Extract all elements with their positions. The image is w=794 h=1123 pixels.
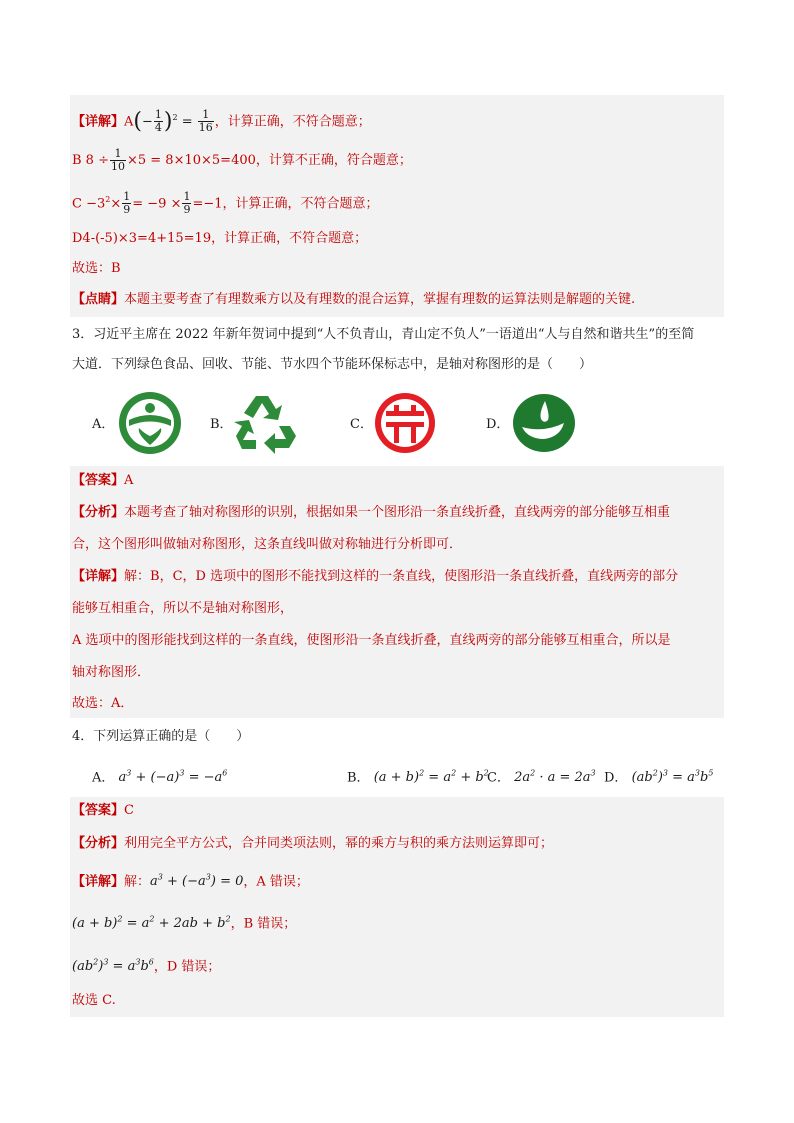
detail-tag: 【详解】 [72, 569, 125, 584]
q3-detail-line4: 轴对称图形． [72, 665, 151, 680]
water-saving-logo [512, 393, 576, 453]
detail-c-text: =−1，计算正确，不符合题意； [192, 196, 379, 212]
answer-value: C [124, 803, 134, 818]
detail-c-mid: = −9 × [132, 196, 182, 212]
option-d-label: D． [604, 770, 628, 786]
detail-d-expr: $(ab^2)^3 = a^3b^6$ [72, 958, 154, 975]
q4-option-b [347, 764, 489, 788]
q3-stem-line2: 大道．下列绿色食品、回收、节能、节水四个节能环保标志中，是轴对称图形的是（ ） [72, 357, 593, 372]
q3-analysis-line2: 合，这个图形叫做轴对称图形，这条直线叫做对称轴进行分析即可． [72, 537, 463, 552]
denominator: 4 [154, 121, 162, 135]
q4-option-c [487, 764, 596, 788]
detail-d-line: D4-(-5)×3=4+15=19，计算正确，不符合题意； [72, 231, 368, 246]
detail-a-text: ，计算正确，不符合题意； [214, 114, 371, 130]
detail-c-line [72, 190, 379, 216]
option-a-label: A [124, 114, 134, 130]
numerator: 1 [110, 148, 126, 161]
analysis-tag: 【分析】 [72, 505, 125, 520]
option-c-expr: $2a^2 \cdot a = 2a^3$ [514, 769, 596, 786]
denominator: 10 [110, 160, 125, 173]
denominator: 16 [198, 121, 213, 135]
option-a-expr: $a^3 + (-a)^3 = -a^6$ [118, 769, 228, 786]
detail-text: 解：B，C，D 选项中的图形不能找到这样的一条直线，使图形沿一条直线折叠，直线两旁的部分 [124, 569, 679, 584]
q4-choice: 故选 C. [72, 993, 116, 1008]
detail-c-prefix: C −3 [72, 196, 106, 212]
fraction [110, 148, 126, 173]
q3-detail-line2: 能够互相重合，所以不是轴对称图形， [72, 601, 294, 616]
detail-tag: 【详解】 [72, 874, 125, 890]
paren: ) [163, 108, 173, 134]
fraction [198, 109, 214, 134]
option-b-label: B． [347, 770, 370, 786]
numerator: 1 [123, 190, 131, 204]
q4-analysis-line [72, 834, 553, 854]
analysis-tag: 【分析】 [72, 836, 125, 851]
green-food-logo [117, 390, 183, 456]
minus-sign: − [142, 114, 153, 130]
analysis-text: 本题考查了轴对称图形的识别，根据如果一个图形沿一条直线折叠，直线两旁的部分能够互相重 [124, 505, 671, 520]
detail-a-suffix: ，A 错误； [243, 874, 309, 890]
q3-option-c-label: C． [350, 417, 373, 432]
energy-saving-logo [373, 391, 437, 455]
times: × [110, 196, 122, 212]
q3-option-d-label: D． [486, 417, 510, 432]
comment-text: 本题主要考查了有理数乘方以及有理数的混合运算，掌握有理数的运算法则是解题的关键. [124, 292, 636, 307]
q4-option-a [92, 764, 227, 788]
paren: ( [133, 108, 142, 134]
detail-b-suffix: ，B 错误； [230, 916, 297, 932]
detail-a-expr: $a^3 + (-a^3) = 0$ [150, 873, 244, 890]
analysis-text: 利用完全平方公式，合并同类项法则，幂的乘方与积的乘方法则运算即可； [124, 836, 554, 851]
detail-prefix: 解： [124, 874, 151, 890]
detail-tag: 【详解】 [72, 114, 125, 130]
exponent: 2 [105, 195, 111, 204]
q3-option-b-label: B． [210, 417, 233, 432]
option-a-label: A． [92, 770, 115, 786]
q3-detail-line3: A 选项中的图形能找到这样的一条直线，使图形沿一条直线折叠，直线两旁的部分能够互相重合，所以是 [72, 633, 671, 648]
detail-a-line [72, 108, 371, 134]
fraction [182, 191, 191, 216]
equals: = [181, 114, 193, 130]
exponent: 2 [172, 113, 178, 122]
denominator: 9 [123, 203, 131, 217]
fraction [154, 109, 163, 134]
q3-choice: 故选：A． [72, 696, 134, 711]
option-b-expr: $(a + b)^2 = a^2 + b^2$ [373, 769, 489, 786]
answer-tag: 【答案】 [72, 473, 125, 488]
fraction [122, 191, 131, 216]
option-c-label: C． [487, 770, 510, 786]
q3-detail-line1 [72, 567, 678, 587]
answer-value: A [124, 473, 134, 488]
q4-answer-line [72, 801, 134, 821]
q3-option-a-label: A． [92, 417, 115, 432]
q4-detail-d [72, 953, 220, 977]
q3-answer-line [72, 471, 133, 491]
detail-d-suffix: ，D 错误； [153, 959, 221, 975]
q4-stem: 4．下列运算正确的是（ ） [72, 729, 250, 744]
numerator: 1 [198, 109, 214, 122]
detail-b-text: ×5 = 8×10×5=400，计算不正确，符合题意； [126, 153, 412, 168]
q4-detail-a [72, 868, 309, 892]
answer-tag: 【答案】 [72, 803, 125, 818]
comment-line [72, 290, 635, 310]
detail-b-prefix: B 8 ÷ [72, 153, 109, 168]
option-d-expr: $(ab^2)^3 = a^3b^5$ [631, 769, 714, 786]
recycle-logo [232, 392, 298, 454]
detail-b-expr: $(a + b)^2 = a^2 + 2ab + b^2$ [72, 915, 231, 932]
shade-block-3 [70, 797, 724, 1017]
q3-analysis-line1 [72, 503, 670, 523]
q3-stem-line1: 3．习近平主席在 2022 年新年贺词中提到“人不负青山，青山定不负人”一语道出“人与自然和谐共生”的至简 [72, 327, 695, 342]
numerator: 1 [154, 108, 162, 122]
denominator: 9 [183, 203, 191, 217]
q4-option-d [604, 764, 713, 788]
choice-b: 故选：B [72, 261, 121, 276]
q4-detail-b [72, 910, 296, 934]
detail-b-line [72, 148, 412, 173]
numerator: 1 [183, 190, 191, 204]
comment-tag: 【点睛】 [72, 292, 125, 307]
